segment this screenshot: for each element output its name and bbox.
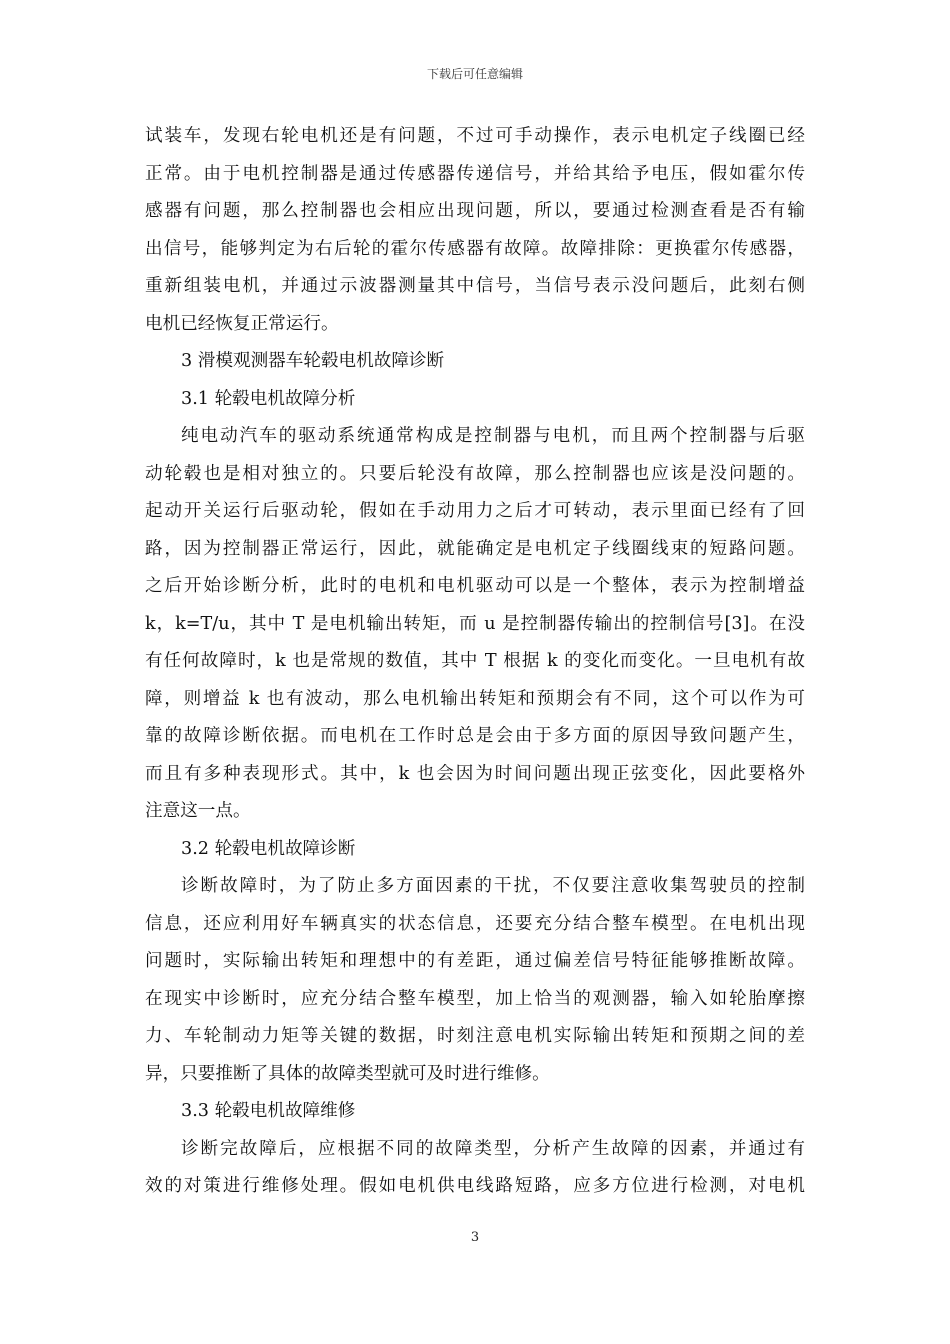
text-line: 动轮毂也是相对独立的。只要后轮没有故障，那么控制器也应该是没问题的。 [145, 463, 805, 484]
text-line: k，k=T/u，其中 T 是电机输出转矩，而 u 是控制器传输出的控制信号[3]。在没 [145, 613, 805, 634]
text-line: 力、车轮制动力矩等关键的数据，时刻注意电机实际输出转矩和预期之间的差 [145, 1026, 805, 1046]
text-line: 电机已经恢复正常运行。 [145, 313, 339, 334]
text-line: 出信号，能够判定为右后轮的霍尔传感器有故障。故障排除：更换霍尔传感器， [145, 238, 805, 259]
document-body [145, 118, 805, 1206]
text-line: 试装车，发现右轮电机还是有问题，不过可手动操作，表示电机定子线圈已经 [145, 126, 805, 146]
text-line: 效的对策进行维修处理。假如电机供电线路短路，应多方位进行检测，对电机 [145, 1176, 805, 1196]
subsection-heading: 3.3 轮毂电机故障维修 [181, 1101, 356, 1121]
text-line: 路，因为控制器正常运行，因此，就能确定是电机定子线圈线束的短路问题。 [145, 538, 805, 559]
text-line: 诊断故障时，为了防止多方面因素的干扰，不仅要注意收集驾驶员的控制 [181, 876, 805, 896]
page-number: 3 [470, 1230, 480, 1245]
text-line: 异，只要推断了具体的故障类型就可及时进行维修。 [145, 1063, 550, 1084]
text-line: 信息，还应利用好车辆真实的状态信息，还要充分结合整车模型。在电机出现 [145, 913, 805, 934]
text-line: 在现实中诊断时，应充分结合整车模型，加上恰当的观测器，输入如轮胎摩擦 [145, 988, 805, 1009]
section-heading: 3 滑模观测器车轮毂电机故障诊断 [181, 351, 445, 371]
text-line: 注意这一点。 [145, 801, 251, 821]
subsection-heading: 3.2 轮毂电机故障诊断 [181, 838, 356, 859]
text-line: 重新组装电机，并通过示波器测量其中信号，当信号表示没问题后，此刻右侧 [145, 276, 805, 296]
text-line: 正常。由于电机控制器是通过传感器传递信号，并给其给予电压，假如霍尔传 [145, 163, 805, 184]
subsection-heading: 3.1 轮毂电机故障分析 [181, 388, 356, 409]
text-line: 障，则增益 k 也有波动，那么电机输出转矩和预期会有不同，这个可以作为可 [145, 688, 805, 709]
text-line: 而且有多种表现形式。其中，k 也会因为时间问题出现正弦变化，因此要格外 [145, 763, 805, 784]
text-line: 起动开关运行后驱动轮，假如在手动用力之后才可转动，表示里面已经有了回 [145, 501, 805, 521]
text-line: 问题时，实际输出转矩和理想中的有差距，通过偏差信号特征能够推断故障。 [145, 951, 805, 971]
text-line: 有任何故障时，k 也是常规的数值，其中 T 根据 k 的变化而变化。一旦电机有故 [145, 651, 805, 671]
text-line: 之后开始诊断分析，此时的电机和电机驱动可以是一个整体，表示为控制增益 [145, 576, 805, 596]
text-line: 诊断完故障后，应根据不同的故障类型，分析产生故障的因素，并通过有 [181, 1138, 805, 1159]
text-line: 纯电动汽车的驱动系统通常构成是控制器与电机，而且两个控制器与后驱 [181, 426, 805, 446]
page-header: 下载后可任意编辑 [426, 67, 523, 81]
text-line: 靠的故障诊断依据。而电机在工作时总是会由于多方面的原因导致问题产生， [145, 726, 805, 746]
text-line: 感器有问题，那么控制器也会相应出现问题，所以，要通过检测查看是否有输 [145, 201, 805, 221]
